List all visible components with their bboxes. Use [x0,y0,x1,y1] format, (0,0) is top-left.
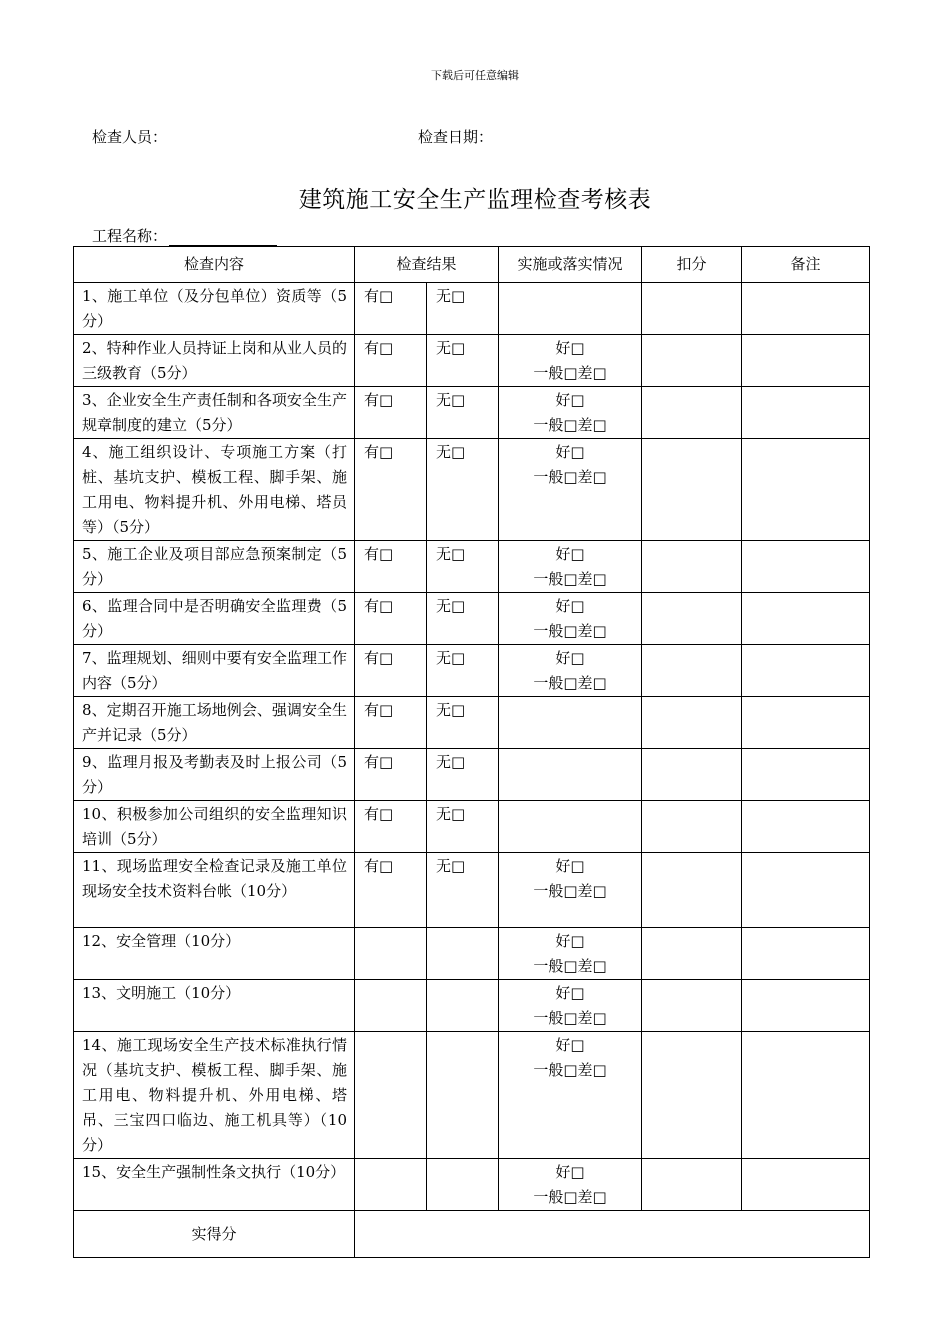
deduction-cell[interactable] [642,697,742,749]
deduction-cell[interactable] [642,335,742,387]
table-row [74,541,870,593]
table-row [74,1159,870,1211]
implementation-cell [499,980,642,1032]
remarks-cell[interactable] [742,541,870,593]
implementation-cell [499,1032,642,1159]
no-checkbox[interactable]: 无□ [427,387,499,439]
good-checkbox[interactable]: 好□ [555,391,585,409]
good-checkbox[interactable]: 好□ [555,1163,585,1181]
yes-cell-empty[interactable] [355,928,427,980]
yes-checkbox[interactable]: 有□ [355,853,427,928]
deduction-cell[interactable] [642,853,742,928]
no-cell-empty[interactable] [427,928,499,980]
no-checkbox[interactable]: 无□ [427,801,499,853]
remarks-cell[interactable] [742,749,870,801]
no-checkbox[interactable]: 无□ [427,697,499,749]
yes-checkbox[interactable]: 有□ [355,801,427,853]
fair-poor-checkbox[interactable]: 一般□差□ [533,1188,607,1206]
fair-poor-checkbox[interactable]: 一般□差□ [533,882,607,900]
remarks-cell[interactable] [742,387,870,439]
implementation-cell [499,853,642,928]
table-row [74,697,870,749]
deduction-cell[interactable] [642,593,742,645]
fair-poor-checkbox[interactable]: 一般□差□ [533,468,607,486]
yes-cell-empty[interactable] [355,1032,427,1159]
row-content: 12、安全管理（10分） [74,928,355,980]
no-checkbox[interactable]: 无□ [427,335,499,387]
header-implementation: 实施或落实情况 [499,247,642,283]
top-note: 下载后可任意编辑 [431,69,519,82]
deduction-cell[interactable] [642,1159,742,1211]
yes-checkbox[interactable]: 有□ [355,541,427,593]
implementation-cell [499,645,642,697]
remarks-cell[interactable] [742,853,870,928]
fair-poor-checkbox[interactable]: 一般□差□ [533,674,607,692]
good-checkbox[interactable]: 好□ [555,857,585,875]
header-deduction: 扣分 [642,247,742,283]
yes-checkbox[interactable]: 有□ [355,697,427,749]
row-content: 8、定期召开施工场地例会、强调安全生产并记录（5分） [74,697,355,749]
table-row [74,749,870,801]
inspection-table [73,246,870,1258]
deduction-cell[interactable] [642,1032,742,1159]
implementation-cell[interactable] [499,283,642,335]
no-checkbox[interactable]: 无□ [427,439,499,541]
deduction-cell[interactable] [642,928,742,980]
fair-poor-checkbox[interactable]: 一般□差□ [533,957,607,975]
table-row [74,853,870,928]
header-row [74,247,870,283]
no-checkbox[interactable]: 无□ [427,283,499,335]
table-row [74,387,870,439]
deduction-cell[interactable] [642,645,742,697]
table-row [74,1032,870,1159]
row-content: 7、监理规划、细则中要有安全监理工作内容（5分） [74,645,355,697]
remarks-cell[interactable] [742,928,870,980]
no-cell-empty[interactable] [427,1032,499,1159]
table-row [74,283,870,335]
yes-checkbox[interactable]: 有□ [355,645,427,697]
good-checkbox[interactable]: 好□ [555,649,585,667]
score-value-cell[interactable] [355,1211,870,1258]
deduction-cell[interactable] [642,541,742,593]
table-row [74,801,870,853]
score-label: 实得分 [74,1211,355,1258]
page-title: 建筑施工安全生产监理检查考核表 [298,187,652,213]
remarks-cell[interactable] [742,439,870,541]
no-checkbox[interactable]: 无□ [427,541,499,593]
implementation-cell[interactable] [499,749,642,801]
project-name-field [92,225,277,246]
good-checkbox[interactable]: 好□ [555,443,585,461]
row-content: 2、特种作业人员持证上岗和从业人员的三级教育（5分） [74,335,355,387]
good-checkbox[interactable]: 好□ [555,339,585,357]
row-content: 9、监理月报及考勤表及时上报公司（5分） [74,749,355,801]
fair-poor-checkbox[interactable]: 一般□差□ [533,416,607,434]
deduction-cell[interactable] [642,749,742,801]
fair-poor-checkbox[interactable]: 一般□差□ [533,622,607,640]
no-cell-empty[interactable] [427,1159,499,1211]
header-result: 检查结果 [355,247,499,283]
good-checkbox[interactable]: 好□ [555,1036,585,1054]
row-content: 1、施工单位（及分包单位）资质等（5分） [74,283,355,335]
implementation-cell [499,928,642,980]
row-content: 10、积极参加公司组织的安全监理知识培训（5分） [74,801,355,853]
table-row [74,928,870,980]
yes-checkbox[interactable]: 有□ [355,283,427,335]
table-row [74,593,870,645]
row-content: 15、安全生产强制性条文执行（10分） [74,1159,355,1211]
yes-cell-empty[interactable] [355,980,427,1032]
remarks-cell[interactable] [742,645,870,697]
implementation-cell [499,335,642,387]
remarks-cell[interactable] [742,335,870,387]
remarks-cell[interactable] [742,801,870,853]
table-row [74,439,870,541]
yes-checkbox[interactable]: 有□ [355,387,427,439]
deduction-cell[interactable] [642,283,742,335]
remarks-cell[interactable] [742,1032,870,1159]
remarks-cell[interactable] [742,1159,870,1211]
implementation-cell [499,541,642,593]
score-row [74,1211,870,1258]
row-content: 4、施工组织设计、专项施工方案（打桩、基坑支护、模板工程、脚手架、施工用电、物料提升机、外用电梯、塔员等）（5分） [74,439,355,541]
yes-checkbox[interactable]: 有□ [355,593,427,645]
header-content: 检查内容 [74,247,355,283]
good-checkbox[interactable]: 好□ [555,984,585,1002]
no-checkbox[interactable]: 无□ [427,749,499,801]
row-content: 13、文明施工（10分） [74,980,355,1032]
inspector-label: 检查人员： [92,128,168,146]
good-checkbox[interactable]: 好□ [555,932,585,950]
fair-poor-checkbox[interactable]: 一般□差□ [533,364,607,382]
remarks-cell[interactable] [742,980,870,1032]
table-row [74,335,870,387]
table-row [74,645,870,697]
no-checkbox[interactable]: 无□ [427,593,499,645]
remarks-cell[interactable] [742,283,870,335]
no-checkbox[interactable]: 无□ [427,645,499,697]
remarks-cell[interactable] [742,697,870,749]
yes-checkbox[interactable]: 有□ [355,335,427,387]
deduction-cell[interactable] [642,980,742,1032]
row-content: 11、现场监理安全检查记录及施工单位现场安全技术资料台帐（10分） [74,853,355,928]
remarks-cell[interactable] [742,593,870,645]
fair-poor-checkbox[interactable]: 一般□差□ [533,1009,607,1027]
no-cell-empty[interactable] [427,980,499,1032]
header-remarks: 备注 [742,247,870,283]
yes-checkbox[interactable]: 有□ [355,749,427,801]
project-name-blank[interactable] [169,229,277,246]
implementation-cell[interactable] [499,801,642,853]
project-name-label: 工程名称： [92,227,168,245]
good-checkbox[interactable]: 好□ [555,545,585,563]
implementation-cell [499,387,642,439]
row-content: 5、施工企业及项目部应急预案制定（5分） [74,541,355,593]
implementation-cell [499,1159,642,1211]
deduction-cell[interactable] [642,801,742,853]
fair-poor-checkbox[interactable]: 一般□差□ [533,570,607,588]
table-row [74,980,870,1032]
implementation-cell [499,593,642,645]
yes-checkbox[interactable]: 有□ [355,439,427,541]
row-content: 3、企业安全生产责任制和各项安全生产规章制度的建立（5分） [74,387,355,439]
row-content: 14、施工现场安全生产技术标准执行情况（基坑支护、模板工程、脚手架、施工用电、物料提升机、外用电梯、塔吊、三宝四口临边、施工机具等）（10分） [74,1032,355,1159]
implementation-cell[interactable] [499,697,642,749]
implementation-cell [499,439,642,541]
inspection-date-label: 检查日期： [418,128,494,146]
good-checkbox[interactable]: 好□ [555,597,585,615]
fair-poor-checkbox[interactable]: 一般□差□ [533,1061,607,1079]
deduction-cell[interactable] [642,439,742,541]
no-checkbox[interactable]: 无□ [427,853,499,928]
deduction-cell[interactable] [642,387,742,439]
row-content: 6、监理合同中是否明确安全监理费（5分） [74,593,355,645]
yes-cell-empty[interactable] [355,1159,427,1211]
